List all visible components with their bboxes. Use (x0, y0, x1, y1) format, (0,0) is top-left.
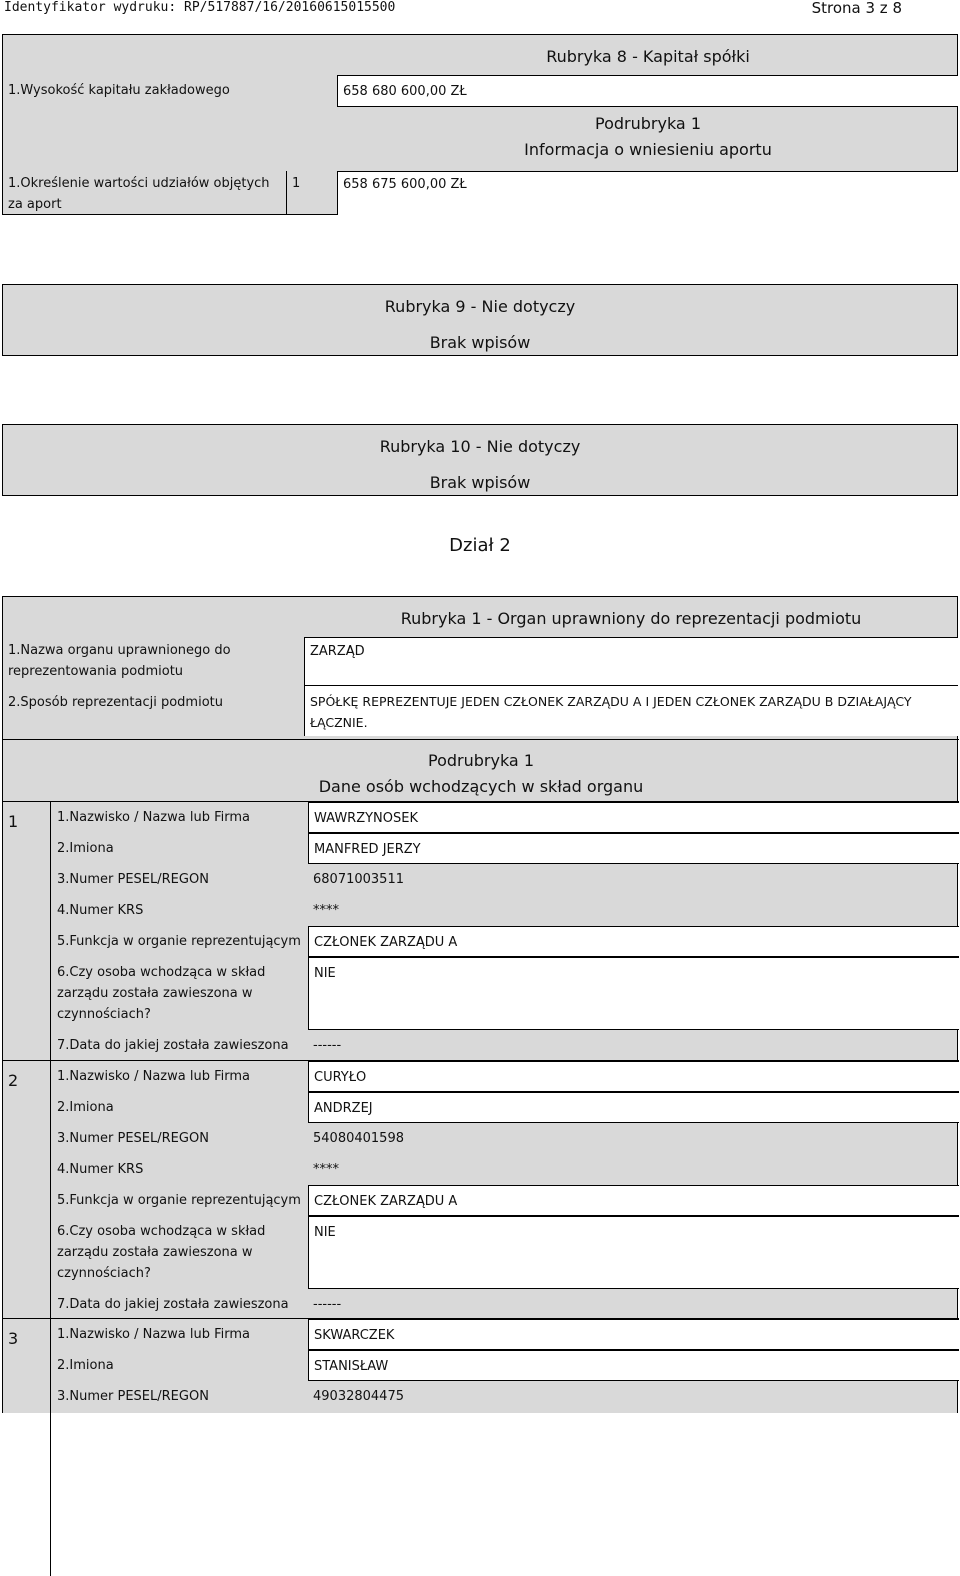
podrubryka-organ-title: Podrubryka 1 (428, 751, 534, 770)
person-entry (3, 1318, 959, 1576)
person-suspended-until-value: ------ (313, 1297, 342, 1312)
rubryka9-section (2, 284, 958, 356)
rubryka9-title: Rubryka 9 - Nie dotyczy (384, 297, 576, 316)
person-function-label: 5.Funkcja w organie reprezentującym (57, 934, 301, 949)
podrubryka-organ-heading (3, 739, 959, 801)
method-label: 2.Sposób reprezentacji podmiotu (8, 695, 223, 710)
organ-value: ZARZĄD (310, 644, 365, 659)
persons-table (3, 801, 959, 1414)
person-pesel-value: 49032804475 (313, 1389, 404, 1404)
podrubryka-aport-subtitle: Informacja o wniesieniu aportu (524, 140, 772, 159)
person-surname-label: 1.Nazwisko / Nazwa lub Firma (57, 1327, 250, 1342)
podrubryka-organ-subtitle: Dane osób wchodzących w skład organu (318, 777, 644, 796)
organ-label: 1.Nazwa organu uprawnionego do reprezentowania podmiotu (8, 643, 231, 679)
person-pesel-value: 54080401598 (313, 1131, 404, 1146)
person-pesel-label: 3.Numer PESEL/REGON (57, 872, 209, 887)
person-surname-label: 1.Nazwisko / Nazwa lub Firma (57, 810, 250, 825)
person-surname-value: CURYŁO (308, 1061, 959, 1092)
person-krs-value: **** (313, 1162, 339, 1177)
page-number: Strona 3 z 8 (811, 0, 902, 17)
person-names-label: 2.Imiona (57, 1100, 114, 1115)
aport-value-cell (337, 171, 958, 215)
person-suspended-until-label: 7.Data do jakiej została zawieszona (57, 1038, 289, 1053)
person-entry (3, 802, 959, 1060)
person-suspended-label: 6.Czy osoba wchodząca w skład zarządu została zawieszona w czynnościach? (57, 1224, 266, 1281)
person-number: 3 (3, 1319, 51, 1576)
person-function-value: CZŁONEK ZARZĄDU A (308, 1185, 959, 1216)
capital-label-cell (3, 75, 337, 107)
person-suspended-until-label: 7.Data do jakiej została zawieszona (57, 1297, 289, 1312)
capital-value-cell (337, 75, 958, 107)
aport-value: 658 675 600,00 ZŁ (343, 177, 467, 192)
podrubryka-aport-title: Podrubryka 1 (595, 114, 701, 133)
person-names-label: 2.Imiona (57, 1358, 114, 1373)
aport-label: 1.Określenie wartości udziałów objętych za aport (8, 176, 270, 212)
person-suspended-value: NIE (308, 957, 959, 1030)
aport-label-cell (3, 171, 286, 215)
aport-no-cell (286, 171, 338, 215)
person-surname-value: WAWRZYNOSEK (308, 802, 959, 833)
person-names-value: ANDRZEJ (308, 1092, 959, 1123)
person-krs-value: **** (313, 903, 339, 918)
aport-no: 1 (292, 176, 301, 191)
person-pesel-label: 3.Numer PESEL/REGON (57, 1389, 209, 1404)
rubryka10-section (2, 424, 958, 496)
person-names-value: MANFRED JERZY (308, 833, 959, 864)
method-value: SPÓŁKĘ REPREZENTUJE JEDEN CZŁONEK ZARZĄDU A I JEDEN CZŁONEK ZARZĄDU B DZIAŁAJĄCY ŁĄCZNIE. (310, 694, 912, 730)
person-suspended-until-value: ------ (313, 1038, 342, 1053)
person-surname-value: SKWARCZEK (308, 1319, 959, 1350)
person-function-label: 5.Funkcja w organie reprezentującym (57, 1193, 301, 1208)
person-surname-label: 1.Nazwisko / Nazwa lub Firma (57, 1069, 250, 1084)
capital-label: 1.Wysokość kapitału zakładowego (8, 83, 230, 98)
person-krs-label: 4.Numer KRS (57, 1162, 144, 1177)
person-krs-label: 4.Numer KRS (57, 903, 144, 918)
capital-value: 658 680 600,00 ZŁ (343, 84, 467, 99)
method-label-cell (3, 691, 304, 735)
rubryka1-section (2, 596, 958, 1413)
dzial-title: Dział 2 (449, 535, 511, 556)
person-names-label: 2.Imiona (57, 841, 114, 856)
rubryka8-section (2, 34, 958, 215)
person-entry (3, 1060, 959, 1318)
podrubryka-aport-heading (338, 111, 958, 163)
rubryka10-empty: Brak wpisów (429, 473, 531, 492)
method-value-cell (304, 686, 958, 736)
person-number: 1 (3, 802, 51, 1060)
person-function-value: CZŁONEK ZARZĄDU A (308, 926, 959, 957)
organ-value-cell (304, 637, 958, 686)
person-pesel-label: 3.Numer PESEL/REGON (57, 1131, 209, 1146)
print-identifier: Identyfikator wydruku: RP/517887/16/20160615015500 (4, 0, 396, 15)
organ-label-cell (3, 637, 304, 685)
rubryka9-empty: Brak wpisów (429, 333, 531, 352)
rubryka8-title: Rubryka 8 - Kapitał spółki (546, 47, 750, 66)
rubryka1-title: Rubryka 1 - Organ uprawniony do reprezentacji podmiotu (400, 609, 862, 628)
person-number: 2 (3, 1061, 51, 1318)
person-suspended-label: 6.Czy osoba wchodząca w skład zarządu została zawieszona w czynnościach? (57, 965, 266, 1022)
person-names-value: STANISŁAW (308, 1350, 959, 1381)
person-suspended-value: NIE (308, 1216, 959, 1289)
person-pesel-value: 68071003511 (313, 872, 404, 887)
rubryka10-title: Rubryka 10 - Nie dotyczy (379, 437, 581, 456)
